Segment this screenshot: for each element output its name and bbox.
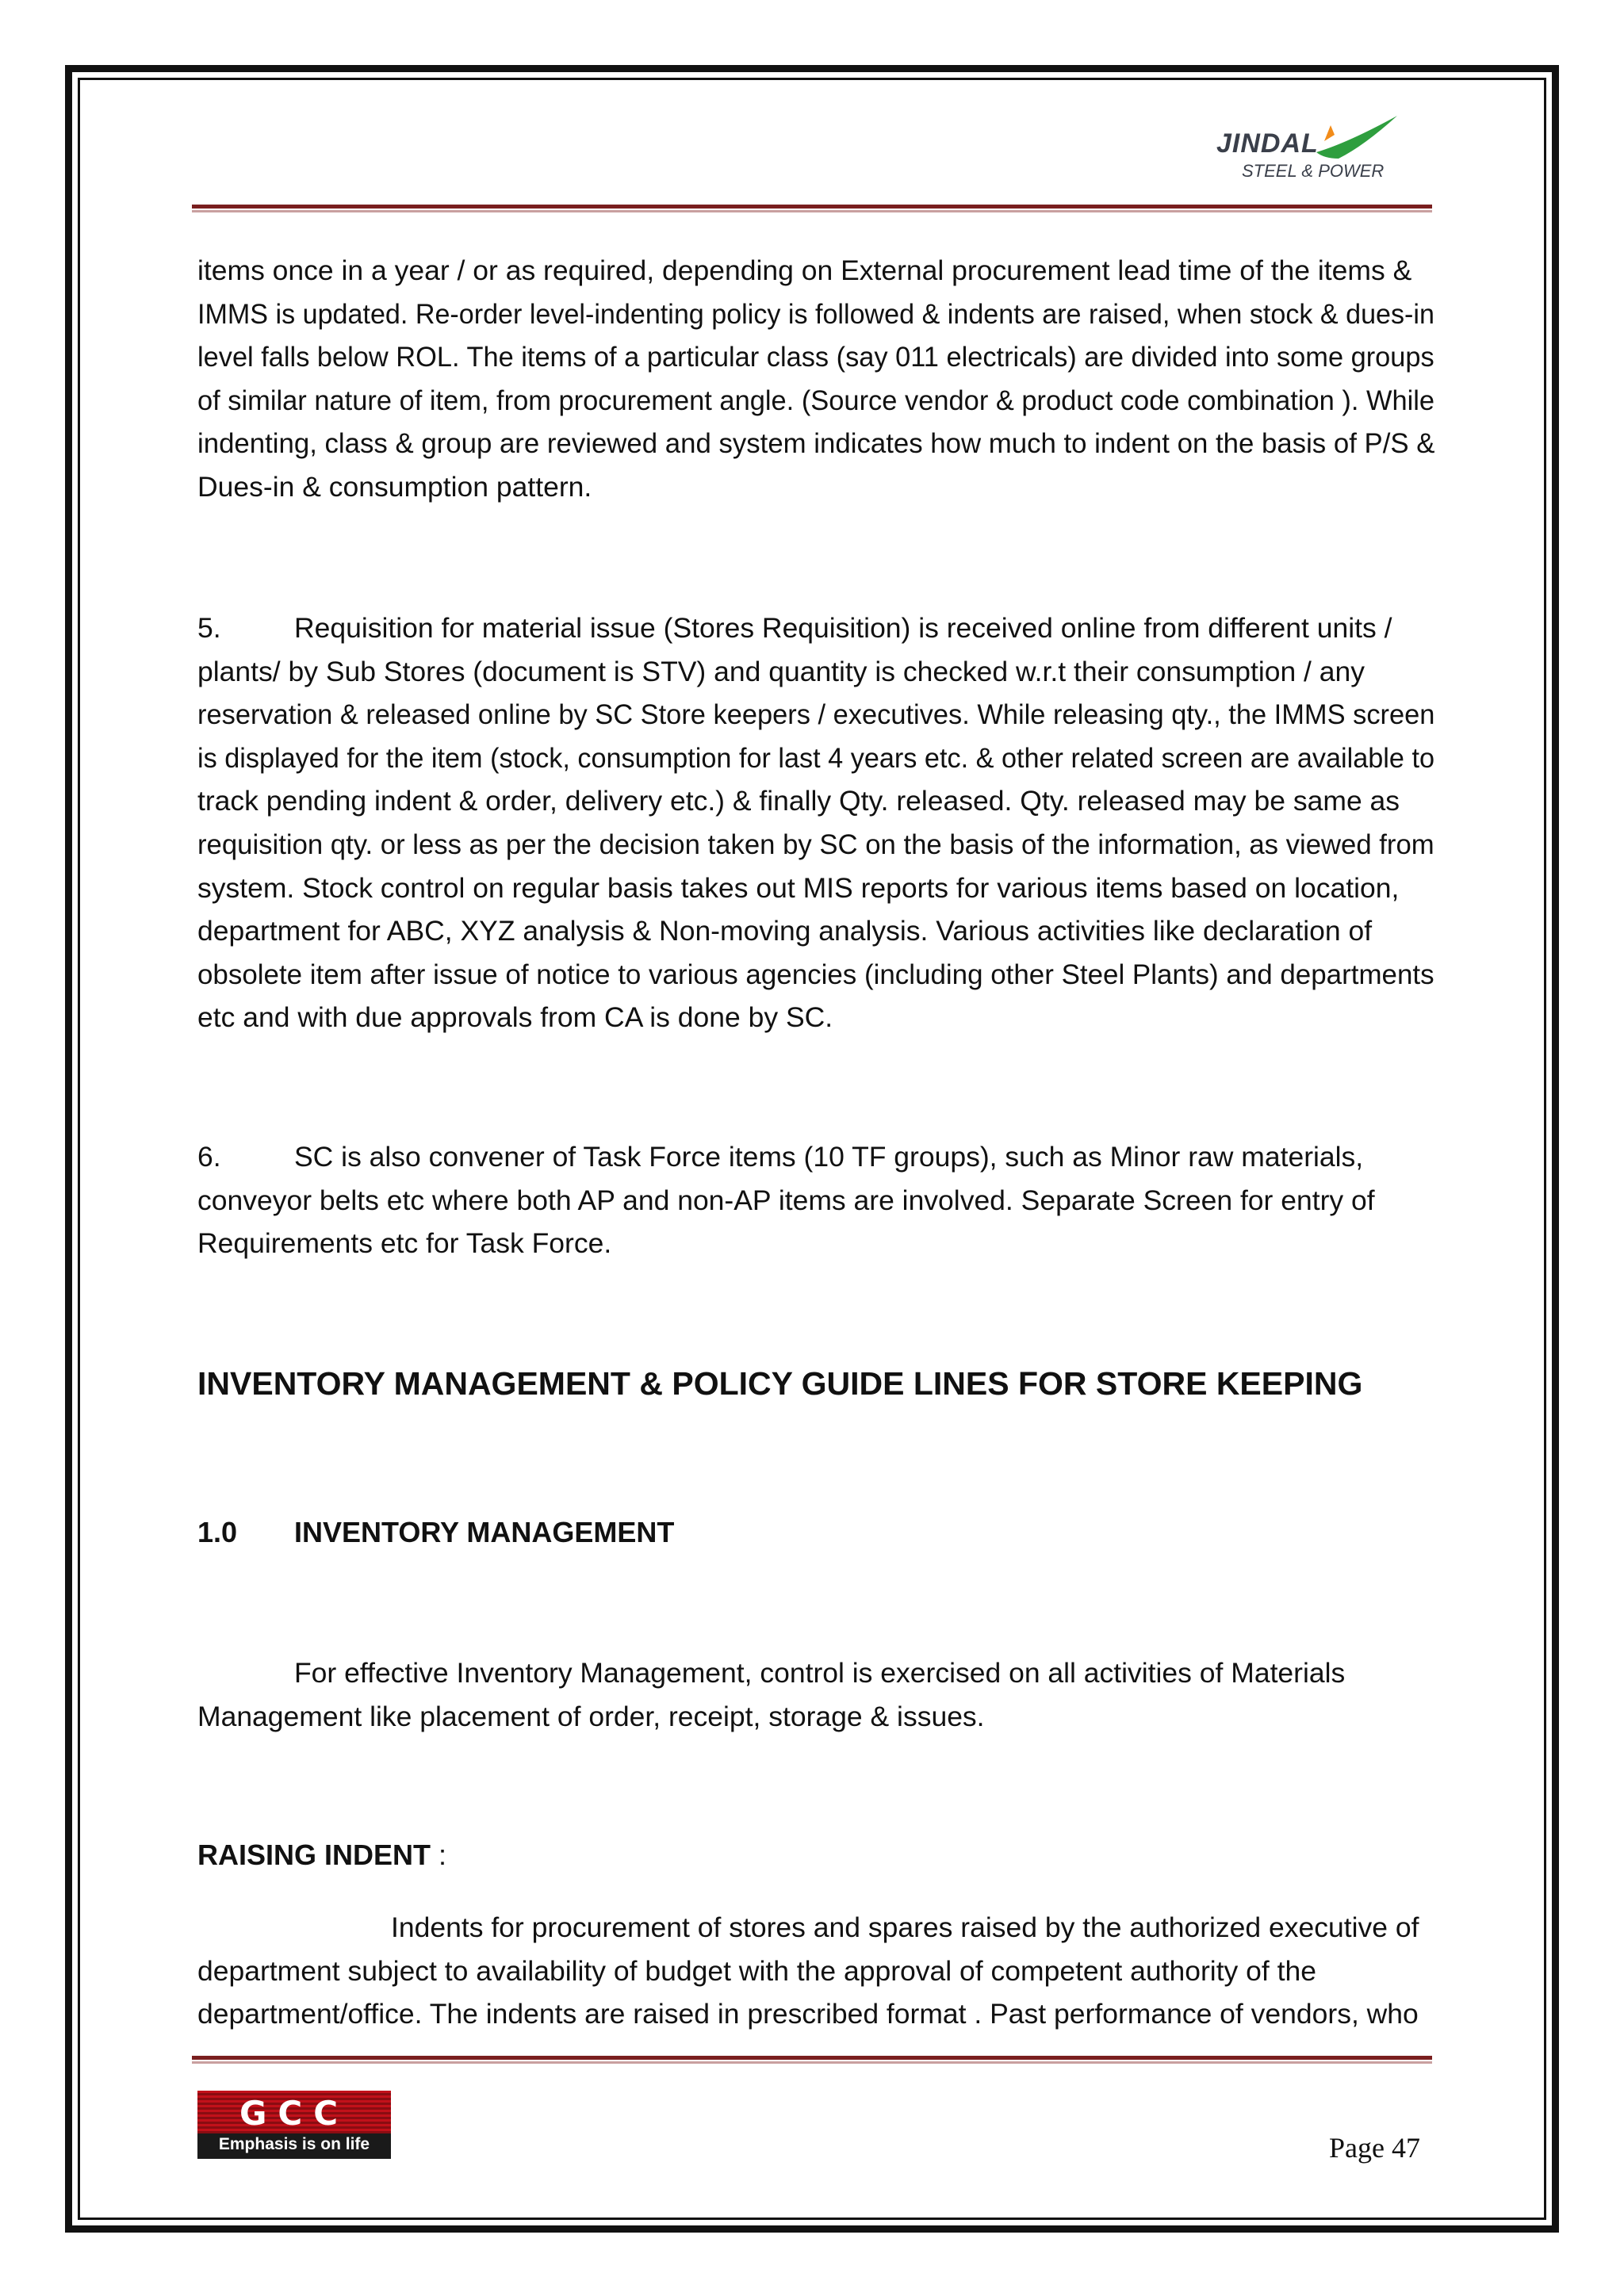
section-number: 1.0 [197,1516,238,1548]
main-heading: INVENTORY MANAGEMENT & POLICY GUIDE LINES FOR STORE KEEPING [197,1365,1363,1402]
paragraph-number: 6. [197,1141,221,1173]
text-line: level falls below ROL. The items of a particular class (say 011 electricals) are divided into some groups [197,341,1434,373]
section-title: INVENTORY MANAGEMENT [294,1516,675,1548]
text-line: obsolete item after issue of notice to various agencies (including other Steel Plants) and departments [197,958,1434,990]
text-line: SC is also convener of Task Force items (10 TF groups), such as Minor raw materials, [294,1141,1364,1173]
text-line: department for ABC, XYZ analysis & Non-moving analysis. Various activities like declaration of [197,915,1373,947]
logo-name: JINDAL [1216,128,1319,159]
gcc-tagline: Emphasis is on life [218,2135,370,2153]
raising-indent-heading [197,1839,446,1872]
text-line: indenting, class & group are reviewed and system indicates how much to indent on the basis of P/S & [197,427,1435,460]
text-line: is displayed for the item (stock, consumption for last 4 years etc. & other related screen are available to [197,741,1435,774]
paragraph-6 [197,1135,1434,1265]
text-line: IMMS is updated. Re-order level-indenting policy is followed & indents are raised, when stock & dues-in [197,297,1434,330]
raising-indent-colon: : [431,1839,447,1871]
paragraph-indent [197,1906,1434,2036]
text-line: reservation & released online by SC Store keepers / executives. While releasing qty., the IMMS screen [197,698,1435,731]
text-line: conveyor belts etc where both AP and non-AP items are involved. Separate Screen for entry of [197,1184,1375,1216]
text-line: etc and with due approvals from CA is done by SC. [197,1001,833,1034]
text-line: of similar nature of item, from procurement angle. (Source vendor & product code combination ). While [197,384,1435,416]
gcc-logo-letters: GCC [239,2094,350,2133]
text-line: department subject to availability of budget with the approval of competent authority of the [197,1954,1316,1987]
section-heading [197,1516,674,1549]
paragraph-5 [197,607,1434,1039]
text-line: system. Stock control on regular basis takes out MIS reports for various items based on location, [197,871,1400,904]
text-line: requisition qty. or less as per the decision taken by SC on the basis of the information, as viewed from [197,828,1434,860]
logo-subtitle: STEEL & POWER [1242,161,1385,181]
text-line: For effective Inventory Management, control is exercised on all activities of Materials [294,1657,1346,1689]
text-line: Indents for procurement of stores and spares raised by the authorized executive of [391,1911,1419,1943]
text-line: Management like placement of order, receipt, storage & issues. [197,1700,985,1732]
header-rule [192,205,1432,212]
text-line: Requirements etc for Task Force. [197,1227,612,1260]
text-line: track pending indent & order, delivery etc.) & finally Qty. released. Qty. released may be same as [197,785,1400,817]
text-line: plants/ by Sub Stores (document is STV) and quantity is checked w.r.t their consumption / any [197,655,1365,687]
gcc-logo [197,2091,391,2159]
page-number: Page 47 [1329,2132,1420,2164]
text-line: Requisition for material issue (Stores Requisition) is received online from different units / [294,612,1392,644]
paragraph-intro [197,249,1434,509]
paragraph-number: 5. [197,612,221,644]
raising-indent-label: RAISING INDENT [197,1839,431,1871]
text-line: Dues-in & consumption pattern. [197,470,592,503]
paragraph-effective [197,1651,1434,1738]
text-line: items once in a year / or as required, depending on External procurement lead time of the items & [197,254,1412,286]
footer-rule [192,2056,1432,2064]
text-line: department/office. The indents are raised in prescribed format . Past performance of vendors, who [197,1998,1419,2030]
